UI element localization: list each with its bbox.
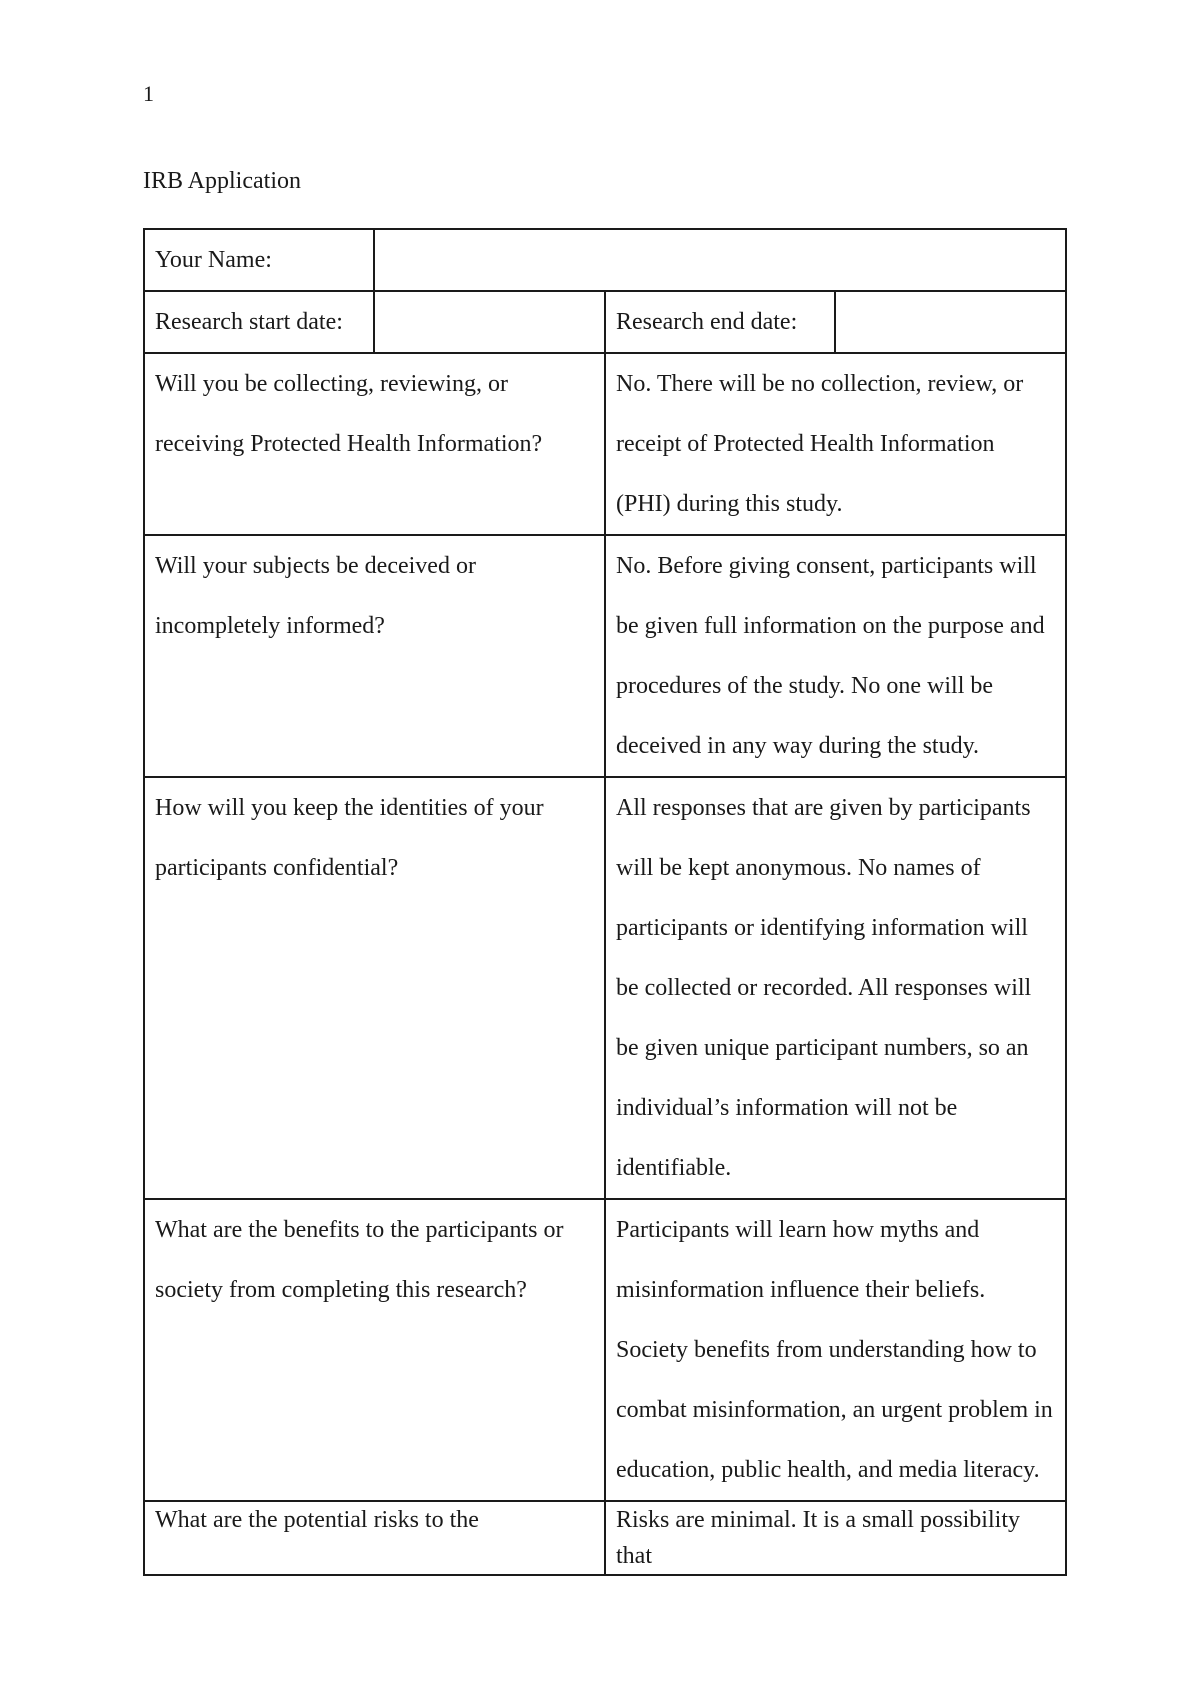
name-label: Your Name: [144,229,374,291]
start-date-label: Research start date: [144,291,374,353]
question-confidentiality: How will you keep the identities of your participants confidential? [144,777,605,1199]
irb-application-table [143,228,1067,1576]
table-row [144,535,1066,777]
end-date-label: Research end date: [605,291,835,353]
table-row [144,1501,1066,1575]
table-row [144,1199,1066,1501]
question-risks: What are the potential risks to the [144,1501,605,1575]
dates-row [144,291,1066,353]
page-number: 1 [143,81,154,106]
table-row [144,777,1066,1199]
table-row [144,353,1066,535]
question-phi: Will you be collecting, reviewing, or receiving Protected Health Information? [144,353,605,535]
name-value-cell[interactable] [374,229,1066,291]
answer-benefits: Participants will learn how myths and misinformation influence their beliefs. Society benefits from understanding how to combat misinformation, an urgent problem in education, public health, and media literacy. [605,1199,1066,1501]
document-title: IRB Application [143,168,301,194]
start-date-value-cell[interactable] [374,291,605,353]
answer-risks: Risks are minimal. It is a small possibility that [605,1501,1066,1575]
answer-phi: No. There will be no collection, review, or receipt of Protected Health Information (PHI) during this study. [605,353,1066,535]
name-row [144,229,1066,291]
answer-confidentiality: All responses that are given by participants will be kept anonymous. No names of participants or identifying information will be collected or recorded. All responses will be given unique participant numbers, so an individual’s information will not be identifiable. [605,777,1066,1199]
question-deception: Will your subjects be deceived or incompletely informed? [144,535,605,777]
answer-deception: No. Before giving consent, participants will be given full information on the purpose and procedures of the study. No one will be deceived in any way during the study. [605,535,1066,777]
question-benefits: What are the benefits to the participants or society from completing this research? [144,1199,605,1501]
end-date-value-cell[interactable] [835,291,1066,353]
